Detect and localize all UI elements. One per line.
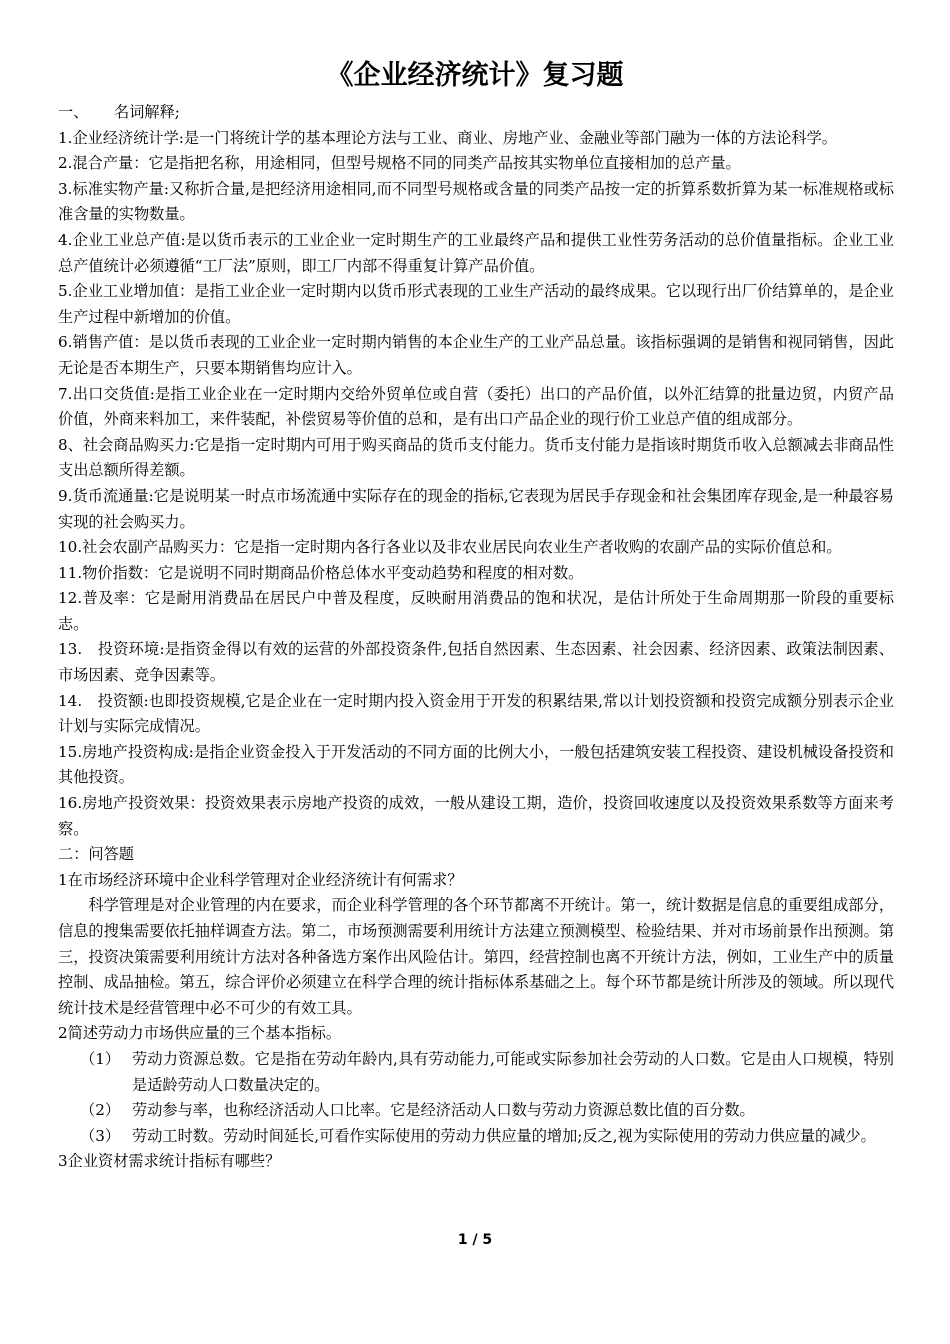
section-number: 一、 bbox=[58, 103, 89, 121]
question-2: 2简述劳动力市场供应量的三个基本指标。 bbox=[58, 1024, 342, 1043]
question-1: 1在市场经济环境中企业科学管理对企业经济统计有何需求？ bbox=[58, 870, 463, 889]
section-heading-qa: 二：问答题 bbox=[58, 845, 134, 864]
item-text: 劳动力资源总数。它是指在劳动年龄内,具有劳动能力,可能或实际参加社会劳动的人口数。它是由人口规模，特别是适龄劳动人口数量决定的。 bbox=[132, 1049, 894, 1094]
definition-item: 13. 投资环境:是指资金得以有效的运营的外部投资条件,包括自然因素、生态因素、社会因素、经济因素、政策法制因素、市场因素、竞争因素等。 bbox=[58, 640, 894, 685]
section-label: 名词解释; bbox=[114, 103, 180, 121]
item-text: 劳动工时数。劳动时间延长,可看作实际使用的劳动力供应量的增加;反之,视为实际使用的劳动力供应量的减少。 bbox=[132, 1126, 876, 1145]
document-title: 《企业经济统计》复习题 bbox=[326, 60, 624, 91]
question-3: 3企业资材需求统计指标有哪些？ bbox=[58, 1152, 281, 1171]
item-text: 劳动参与率，也称经济活动人口比率。它是经济活动人口数与劳动力资源总数比值的百分数。 bbox=[132, 1101, 755, 1120]
document-body bbox=[58, 100, 894, 1175]
answer-item bbox=[58, 1098, 894, 1124]
definition-item: 9.货币流通量:它是说明某一时点市场流通中实际存在的现金的指标,它表现为居民手存现金和社会集团库存现金,是一种最容易实现的社会购买力。 bbox=[58, 486, 894, 531]
definition-item: 5.企业工业增加值：是指工业企业一定时期内以货币形式表现的工业生产活动的最终成果。它以现行出厂价结算单的，是企业生产过程中新增加的价值。 bbox=[58, 282, 894, 326]
definition-item: 12.普及率：它是耐用消费品在居民户中普及程度，反映耐用消费品的饱和状况，是估计所处于生命周期那一阶段的重要标志。 bbox=[58, 589, 894, 633]
definition-item: 15.房地产投资构成:是指企业资金投入于开发活动的不同方面的比例大小，一般包括建筑安装工程投资、建设机械设备投资和其他投资。 bbox=[58, 742, 894, 787]
definition-item: 3.标准实物产量:又称折合量,是把经济用途相同,而不同型号规格或含量的同类产品按一定的折算系数折算为某一标准规格或标准含量的实物数量。 bbox=[58, 179, 894, 224]
definition-item: 4.企业工业总产值:是以货币表示的工业企业一定时期生产的工业最终产品和提供工业性劳务活动的总价值量指标。企业工业总产值统计必须遵循“工厂法”原则，即工厂内部不得重复计算产品价值。 bbox=[58, 230, 894, 275]
definition-item: 8、社会商品购买力:它是指一定时期内可用于购买商品的货币支付能力。货币支付能力是指该时期货币收入总额减去非商品性支出总额所得差额。 bbox=[58, 435, 894, 480]
answer-item bbox=[58, 1124, 894, 1150]
definition-item: 7.出口交货值:是指工业企业在一定时期内交给外贸单位或自营（委托）出口的产品价值，以外汇结算的批量边贸，内贸产品价值，外商来料加工，来件装配，补偿贸易等价值的总和，是有出口产品企业的现行价工业总产值的组成部分。 bbox=[58, 384, 894, 429]
page-number: 1 / 5 bbox=[457, 1232, 493, 1248]
definition-item: 2.混合产量：它是指把名称，用途相同，但型号规格不同的同类产品按其实物单位直接相加的总产量。 bbox=[58, 154, 741, 173]
definition-item: 1.企业经济统计学:是一门将统计学的基本理论方法与工业、商业、房地产业、金融业等部门融为一体的方法论科学。 bbox=[58, 128, 837, 147]
definition-item: 16.房地产投资效果：投资效果表示房地产投资的成效，一般从建设工期，造价，投资回收速度以及投资效果系数等方面来考察。 bbox=[58, 794, 894, 838]
item-label: （2） bbox=[80, 1101, 121, 1120]
item-label: （1） bbox=[80, 1049, 121, 1068]
section-heading-terms bbox=[58, 100, 894, 126]
definition-item: 6.销售产值：是以货币表现的工业企业一定时期内销售的本企业生产的工业产品总量。该指标强调的是销售和视同销售，因此无论是否本期生产，只要本期销售均应计入。 bbox=[58, 333, 894, 377]
definition-item: 10.社会农副产品购买力：它是指一定时期内各行各业以及非农业居民向农业生产者收购的农副产品的实际价值总和。 bbox=[58, 538, 842, 557]
item-label: （3） bbox=[80, 1126, 121, 1145]
answer-item bbox=[58, 1047, 894, 1098]
definition-item: 14. 投资额:也即投资规模,它是企业在一定时期内投入资金用于开发的积累结果,常以计划投资额和投资完成额分别表示企业计划与实际完成情况。 bbox=[58, 691, 894, 736]
answer-1: 科学管理是对企业管理的内在要求，而企业科学管理的各个环节都离不开统计。第一，统计数据是信息的重要组成部分，信息的搜集需要依托抽样调查方法。第二，市场预测需要利用统计方法建立预测模型、检验结果、并对市场前景作出预测。第三，投资决策需要利用统计方法对各种备选方案作出风险估计。第四，经营控制也离不开统计方法，例如，工业生产中的质量控制、成品抽检。第五，综合评价必须建立在科学合理的统计指标体系基础之上。每个环节都是统计所涉及的领域。所以现代统计技术是经营管理中必不可少的有效工具。 bbox=[58, 896, 894, 1017]
definition-item: 11.物价指数：它是说明不同时期商品价格总体水平变动趋势和程度的相对数。 bbox=[58, 563, 584, 582]
